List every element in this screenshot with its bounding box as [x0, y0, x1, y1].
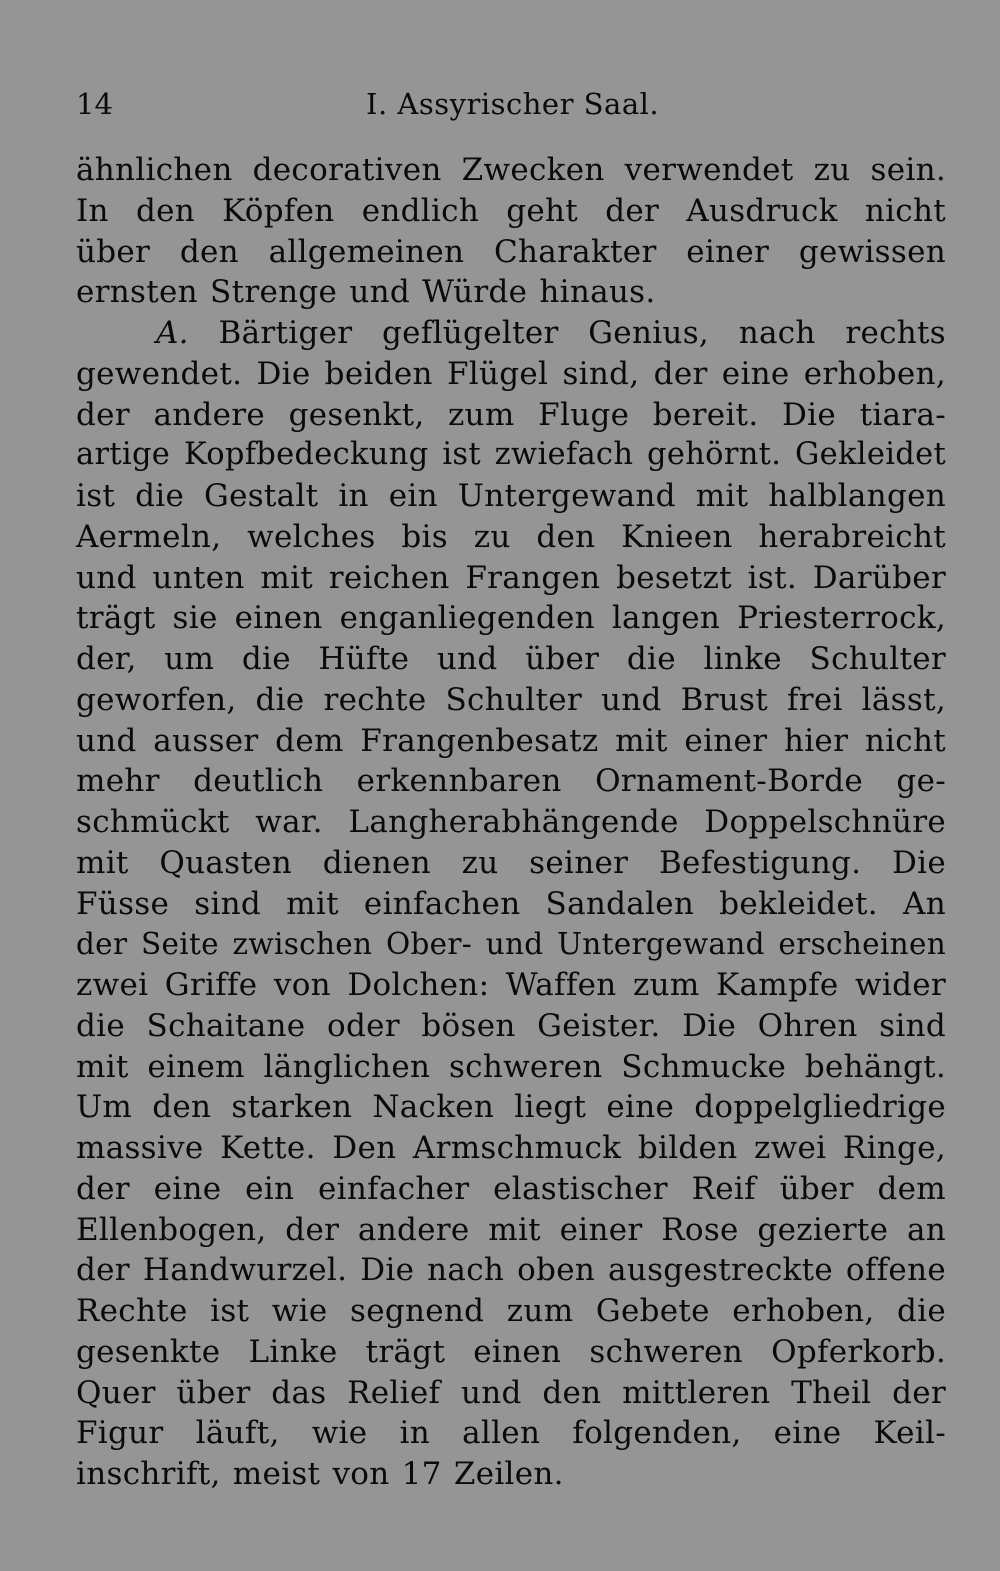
running-head	[76, 82, 946, 126]
text-line: Um den starken Nacken liegt eine doppelgliedrige	[76, 1089, 946, 1126]
item-heading: Bärtiger geflügelter Genius, nach rechts	[218, 315, 946, 351]
text-line: Aermeln, welches bis zu den Knieen herabreicht	[76, 518, 946, 555]
text-line: geworfen, die rechte Schulter und Brust frei lässt,	[76, 681, 946, 718]
text-line: mit einem länglichen schweren Schmucke behängt.	[76, 1048, 946, 1085]
text-line: und unten mit reichen Frangen besetzt ist. Darüber	[76, 559, 946, 596]
page-number: 14	[76, 87, 113, 121]
text-line: die Schaitane oder bösen Geister. Die Ohren sind	[76, 1007, 946, 1044]
text-line: ähnlichen decorativen Zwecken verwendet zu sein.	[76, 152, 946, 188]
text-line: Rechte ist wie segnend zum Gebete erhoben, die	[76, 1293, 946, 1329]
text-line: ist die Gestalt in ein Untergewand mit halblangen	[76, 478, 946, 514]
text-line: gesenkte Linke trägt einen schweren Opferkorb.	[76, 1333, 946, 1370]
text-line: Quer über das Relief und den mittleren Theil der	[76, 1374, 946, 1411]
text-line: mit Quasten dienen zu seiner Befestigung. Die	[76, 844, 946, 881]
text-line: inschrift, meist von 17 Zeilen.	[76, 1456, 564, 1492]
text-line: der Handwurzel. Die nach oben ausgestreckte offene	[76, 1252, 946, 1289]
text-line: der Seite zwischen Ober- und Untergewand erscheinen	[76, 927, 946, 962]
text-line: der andere gesenkt, zum Fluge bereit. Die tiara-	[76, 396, 946, 433]
text-line: Ellenbogen, der andere mit einer Rose gezierte an	[76, 1211, 946, 1248]
text-line: der, um die Hüfte und über die linke Schulter	[76, 641, 946, 677]
section-title: I. Assyrischer Saal.	[366, 87, 660, 121]
text-line: schmückt war. Langherabhängende Doppelschnüre	[76, 804, 946, 840]
text-line: artige Kopfbedeckung ist zwiefach gehörnt. Gekleidet	[76, 437, 946, 473]
text-line: Figur läuft, wie in allen folgenden, eine Keil-	[76, 1415, 946, 1452]
text-line: massive Kette. Den Armschmuck bilden zwei Ringe,	[76, 1130, 946, 1166]
text-line: der eine ein einfacher elastischer Reif über dem	[76, 1170, 946, 1207]
item-label: A.	[156, 315, 189, 351]
text-line: Füsse sind mit einfachen Sandalen bekleidet. An	[76, 885, 946, 922]
text-line-item-start	[76, 313, 946, 354]
text-line: ernsten Strenge und Würde hinaus.	[76, 274, 656, 311]
text-line: und ausser dem Frangenbesatz mit einer hier nicht	[76, 722, 946, 759]
body-text	[76, 150, 946, 1495]
text-line: trägt sie einen enganliegenden langen Priesterrock,	[76, 600, 946, 637]
text-line: gewendet. Die beiden Flügel sind, der eine erhoben,	[76, 355, 946, 392]
text-line: zwei Griffe von Dolchen: Waffen zum Kampfe wider	[76, 967, 946, 1003]
text-line: mehr deutlich erkennbaren Ornament-Borde ge-	[76, 763, 946, 800]
text-line: über den allgemeinen Charakter einer gewissen	[76, 233, 946, 270]
text-line: In den Köpfen endlich geht der Ausdruck nicht	[76, 192, 946, 229]
